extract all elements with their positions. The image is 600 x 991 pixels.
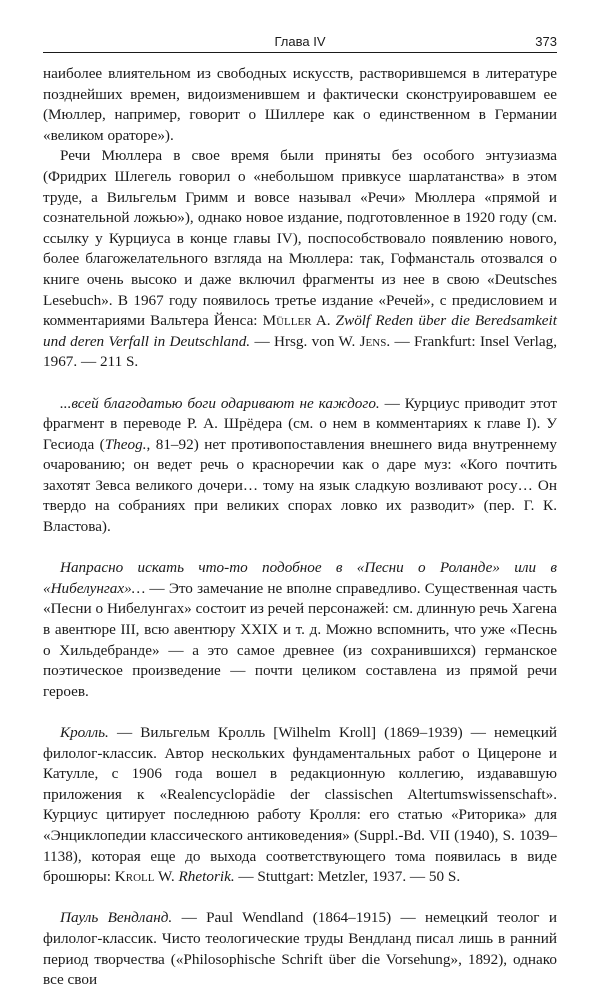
paragraph-continuation xyxy=(43,64,557,146)
text-run: — Hrsg. von W. xyxy=(250,332,360,350)
text-run: . — Frankfurt: Insel Verlag, 1967. — 211 S. xyxy=(43,332,557,371)
italic-run: ...всей благодатью боги одаривают не каждого. xyxy=(60,394,380,412)
text-run: Речи Мюллера в свое время были приняты без особого энтузиазма (Фридрих Шлегель говорил о «небольшом привкусе шарлатанства» в этом труде, а Вильгельм Гримм и вовсе называл «Речи» Мюллера «прямой и сознательной ложью»), однако новое издание, подготовленное в 1920 году (см. ссылку у Курциуса в конце главы IV), поспособствовало появлению нового, более благожелательного взгляда на Мюллера: так, Гофмансталь отозвался о книге очень высоко и даже включил фрагменты из нее в свою «Deutsches Lesebuch». В 1967 году появилось третье издание «Речей», с предисловием и комментариями Вальтера Йенса: xyxy=(43,147,557,330)
note-roland-nibelungen xyxy=(43,558,557,702)
small-caps-run: Jens xyxy=(359,332,387,350)
italic-run: Пауль Вендланд. xyxy=(60,909,173,927)
small-caps-run: Kroll W. xyxy=(114,868,175,886)
page-number: 373 xyxy=(535,34,557,49)
small-caps-run: Müller A. xyxy=(262,312,331,330)
italic-run: Rhetorik. xyxy=(178,868,235,886)
text-run: — Курциус приводит этот фрагмент в переводе Р. А. Шрёдера (см. о нем в комментариях к главе I). У Гесиода ( xyxy=(43,394,557,453)
italic-run: Zwölf Reden über die Beredsamkeit und deren Verfall in Deutschland. xyxy=(43,312,557,350)
text-run: — Вильгельм Кролль [Wilhelm Kroll] (1869–1939) — немецкий филолог-классик. Автор нескольких фундаментальных работ о Цицероне и Катулле, с 1906 года вошел в редакционную коллегию, издававшую приложения к «Realencyclopädie der classischen Altertumswissenschaft». Курциус цитирует последнюю работу Кролля: его статью «Риторика» для «Энциклопедии классического антиковедения» (Suppl.-Bd. VII (1940), S. 1039–1138), которая еще до выхода соответствующего тома появилась в виде брошюры: xyxy=(43,724,557,886)
italic-run: Кролль. xyxy=(60,724,109,741)
italic-run: Theog. xyxy=(104,435,147,453)
text-run: — Paul Wendland (1864–1915) — немецкий теолог и филолог-классик. Чисто теологические труды Вендланд писал лишь в ранний период творчества («Philosophische Schrift über die Vorsehung», 1892), однако все свои xyxy=(43,909,557,989)
text-run: наиболее влиятельном из свободных искусств, растворившемся в литературе позднейших времен, видоизменившем и фактически сконструировавшем ее (Мюллер, например, говорит о Шиллере как о единственном в Германии «великом ораторе»). xyxy=(43,65,557,144)
chapter-title: Глава IV xyxy=(274,34,326,49)
note-kroll xyxy=(43,723,557,888)
page-body xyxy=(43,64,557,991)
running-head xyxy=(43,34,557,52)
note-wendland xyxy=(43,908,557,990)
header-rule xyxy=(43,52,557,53)
italic-run: Напрасно искать что-то подобное в «Песни о Роланде» или в «Нибелунгах»… xyxy=(43,559,557,597)
text-run: — Это замечание не вполне справедливо. Существенная часть «Песни о Нибелунгах» состоит из речей персонажей: см. длинную речь Хагена в авентюре III, всю авентюру XXIX и т. д. Можно вспомнить, что уже «Песнь о Хильдебранде» — а это самое древнее (из сохранившихся) германское поэтическое произведение — почти целиком составлена из прямой речи героев. xyxy=(43,579,557,700)
note-grace-of-gods xyxy=(43,394,557,538)
text-run: , 81–92) нет противопоставления внешнего вида внутреннему очарованию; он ведет речь о красноречии как о даре муз: «Кого почтить захотят Зевса великого дочери… тому на язык сладкую возливают росу… Он твердо на собраниях при великих спорах ловко их разводит» (пер. Г. К. Властова). xyxy=(43,435,557,536)
text-run: — Stuttgart: Metzler, 1937. — 50 S. xyxy=(234,868,461,886)
paragraph-muller-speeches xyxy=(43,146,557,373)
